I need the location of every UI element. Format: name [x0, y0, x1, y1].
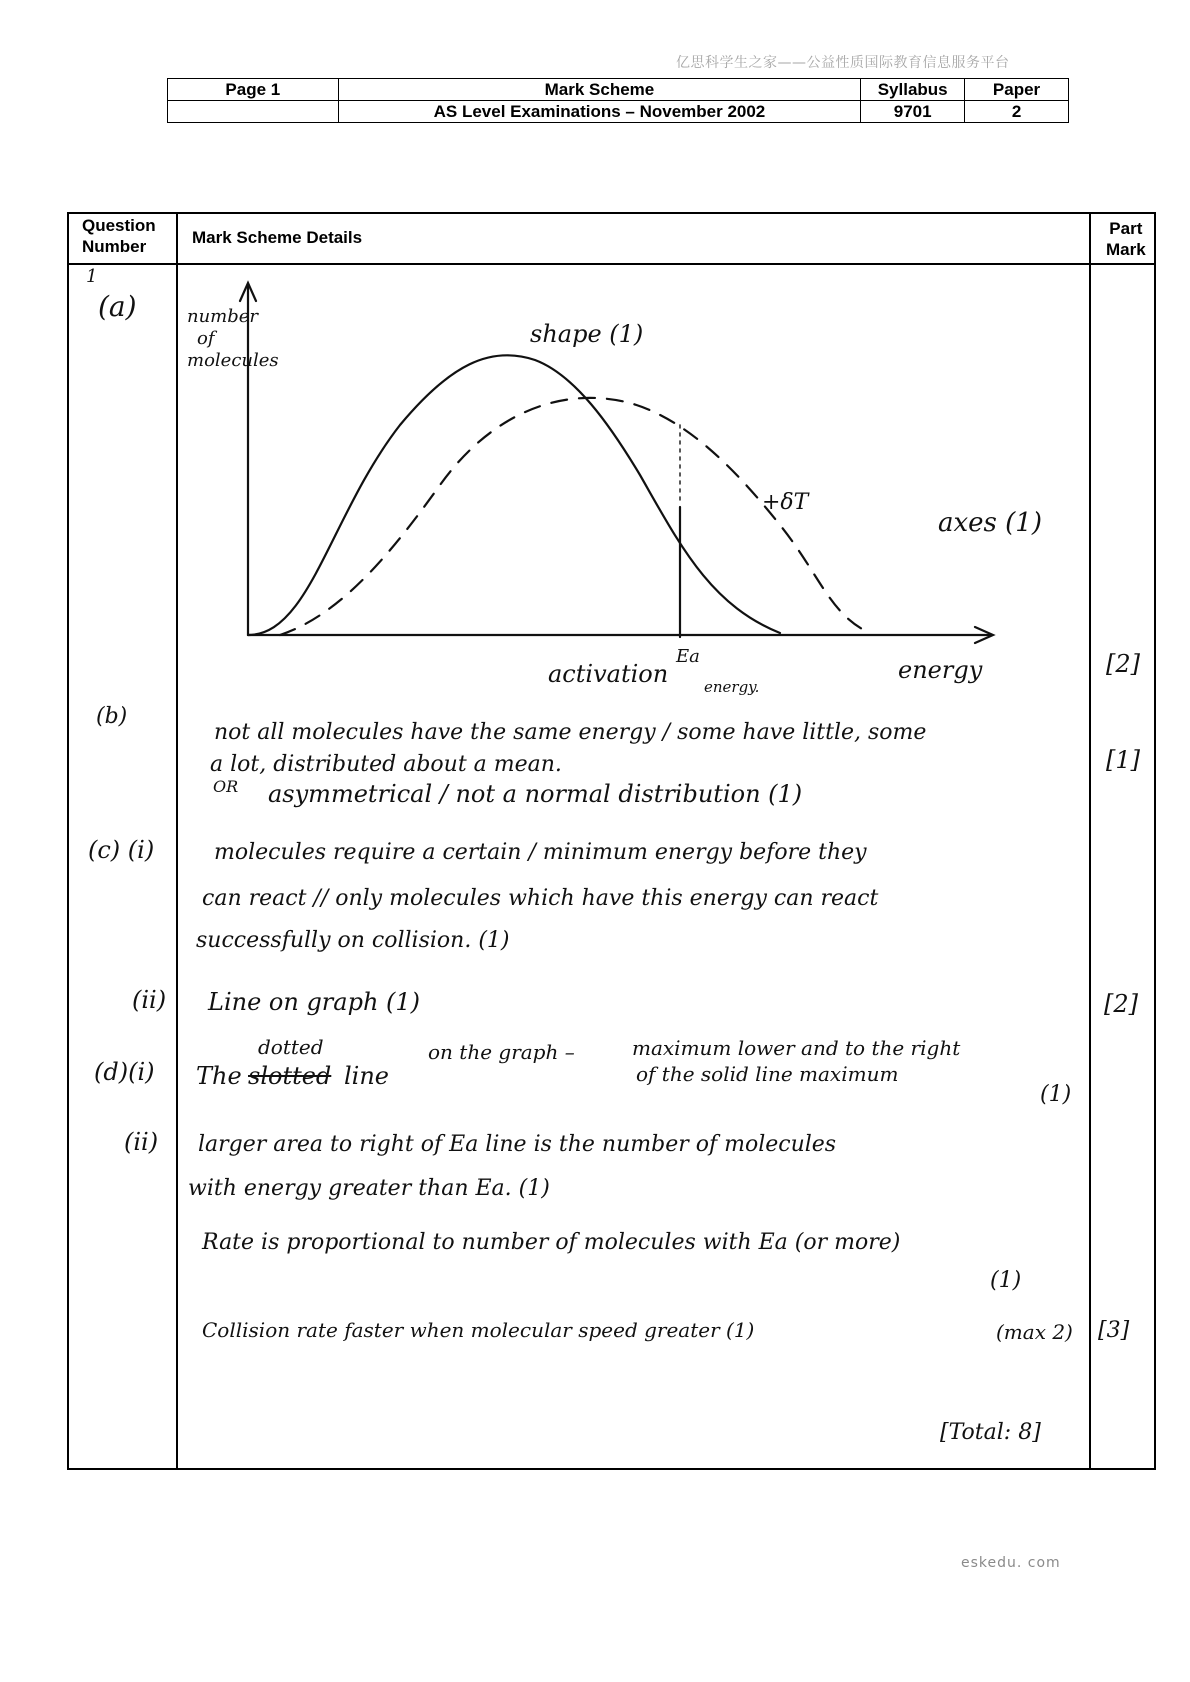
paper-cell: 2 [965, 101, 1069, 123]
solid-curve [248, 355, 780, 635]
column-divider-2 [1089, 212, 1091, 1470]
part-c-mark: [2] [1104, 990, 1138, 1018]
total-mark: [Total: 8] [940, 1420, 1041, 1445]
part-mark-heading: Part Mark [1106, 219, 1146, 259]
y-label-molecules: molecules [187, 350, 279, 371]
part-d-ii-one: (1) [990, 1268, 1022, 1293]
y-label-number: number [187, 306, 259, 327]
watermark-top: 亿思科学生之家——公益性质国际教育信息服务平台 [676, 55, 1010, 71]
part-c-line-3: successfully on collision. (1) [196, 928, 510, 953]
syllabus-cell: 9701 [861, 101, 965, 123]
y-label-of: of [197, 328, 215, 349]
energy-axis-label: energy [898, 656, 983, 684]
part-b-line-2: a lot, distributed about a mean. [210, 752, 562, 777]
title-cell: Mark Scheme [338, 79, 861, 101]
part-c-ii-label: (ii) [132, 986, 167, 1014]
dashed-curve [280, 398, 870, 635]
part-b-line-3: asymmetrical / not a normal distribution (1) [268, 780, 803, 808]
part-d-label: (d)(i) [94, 1058, 155, 1086]
part-d-max-lower: maximum lower and to the right [632, 1036, 961, 1060]
part-c-line-2: can react // only molecules which have this energy can react [202, 886, 879, 911]
part-d-on-graph: on the graph – [428, 1040, 575, 1064]
activation-label: activation [548, 660, 669, 688]
delta-t-label: +δT [762, 490, 809, 515]
part-d-i-one: (1) [1040, 1082, 1072, 1107]
blank-cell [168, 101, 339, 123]
part-d-ii-line-3: Rate is proportional to number of molecules with Ea (or more) [202, 1230, 901, 1255]
part-d-ii-line-4: Collision rate faster when molecular speed greater (1) [202, 1318, 755, 1342]
part-d-dotted: dotted [258, 1035, 324, 1059]
part-b-or: OR [213, 777, 239, 796]
syllabus-label-cell: Syllabus [861, 79, 965, 101]
details-heading: Mark Scheme Details [192, 228, 363, 247]
part-b-mark: [1] [1106, 746, 1140, 774]
part-b-line-1: not all molecules have the same energy / some have little, some [214, 720, 927, 745]
energy-small-label: energy. [704, 678, 760, 696]
part-d-ii-line-2: with energy greater than Ea. (1) [188, 1176, 550, 1201]
paper-label-cell: Paper [965, 79, 1069, 101]
part-a-label: (a) [98, 290, 137, 323]
part-d-the: The [196, 1062, 242, 1090]
page-cell: Page 1 [168, 79, 339, 101]
part-d-ii-label: (ii) [124, 1128, 159, 1156]
part-c-ii-line: Line on graph (1) [208, 988, 421, 1016]
part-d-slotted: slotted [248, 1062, 332, 1090]
part-a-mark: [2] [1106, 650, 1140, 678]
part-d-ii-line-1: larger area to right of Ea line is the number of molecules [198, 1132, 837, 1157]
part-b-label: (b) [96, 704, 128, 729]
part-d-mark: [3] [1098, 1318, 1130, 1343]
part-c-line-1: molecules require a certain / minimum energy before they [214, 840, 867, 865]
part-c-label: (c) (i) [88, 836, 155, 864]
question-number-heading: Question Number [82, 216, 156, 256]
part-d-max-2: (max 2) [996, 1320, 1073, 1344]
watermark-bottom: eskedu. com [961, 1555, 1061, 1571]
shape-mark: shape (1) [530, 320, 644, 348]
ea-label: Ea [676, 646, 700, 667]
column-divider-1 [176, 212, 178, 1470]
question-number: 1 [86, 266, 98, 287]
part-d-line-word: line [344, 1062, 390, 1090]
part-d-of-solid: of the solid line maximum [636, 1062, 899, 1086]
subtitle-cell: AS Level Examinations – November 2002 [338, 101, 861, 123]
header-table [167, 78, 1069, 123]
axes-mark: axes (1) [938, 508, 1042, 538]
